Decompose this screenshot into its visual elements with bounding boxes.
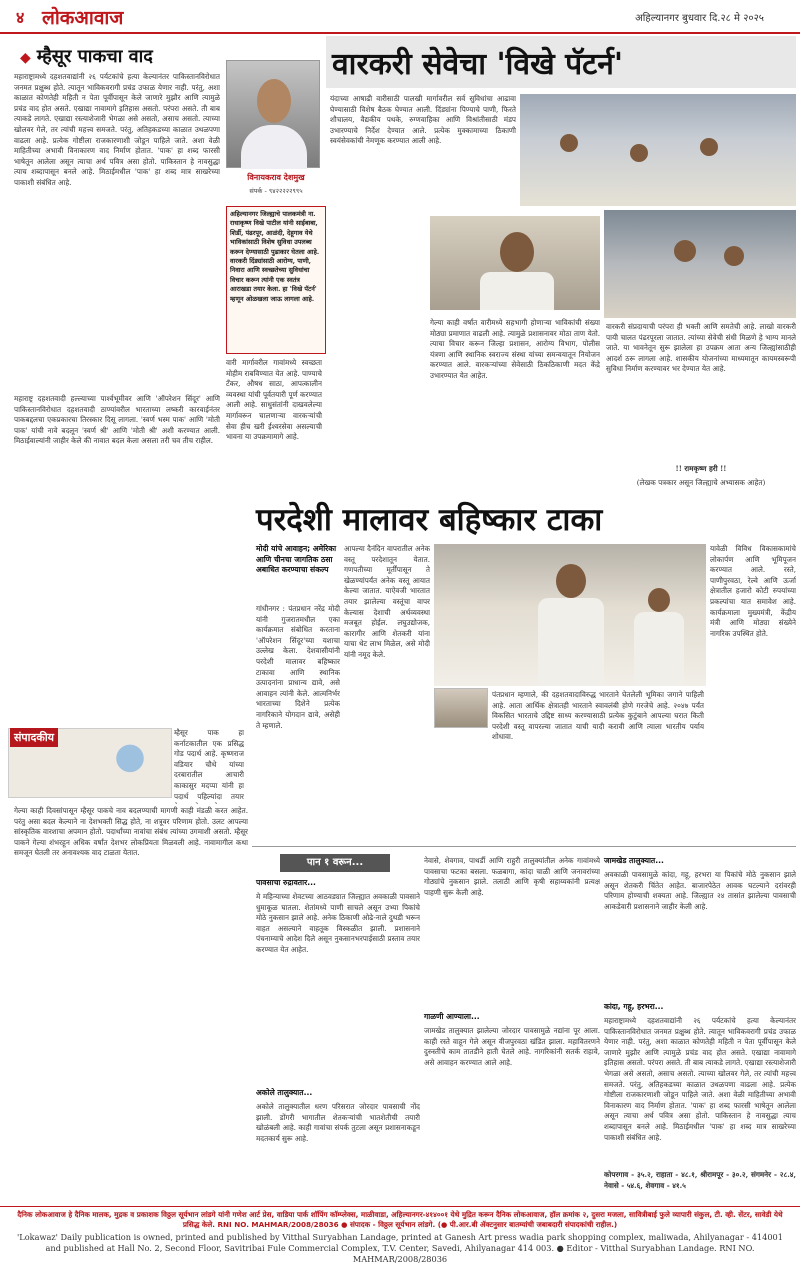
portrait-body xyxy=(241,125,307,169)
person-suit xyxy=(538,598,604,686)
newspaper-name: लोकआवाज xyxy=(42,7,124,29)
rain-body-3: नेवासे, शेवगाव, पाथर्डी आणि राहुरी तालुक्यांतील अनेक गावांमध्ये पावसाचा फटका बसला. फळबागा, कांदा चाळी आणि जनावरांच्या गोठ्यांचे नुकसान झाले. तलाठी आणि कृषी सहाय्यकांनी प्रत्यक्ष पाहणी सुरू केली आहे. xyxy=(424,856,600,897)
cartoon-illustration xyxy=(100,736,160,792)
rain-body-1: मे महिन्याच्या शेवटच्या आठवड्यात जिल्ह्यात अवकाळी पावसाने धुमाकूळ घातला. शेतांमध्ये पाणी साचले असून उभ्या पिकांचे मोठे नुकसान झाले आहे. अनेक ठिकाणी ओढे-नाले दुथडी भरून वाहत असल्याने वाहतूक विस्कळीत झाली. प्रशासनाने पंचनाम्याचे आदेश दिले असून नुकसानभरपाईसाठी प्रस्ताव तयार करण्यात येत आहेत. xyxy=(256,892,420,954)
rain-subheading-3: गाळणी आण्याला... xyxy=(424,1012,480,1021)
boycott-subheading: मोदी यांचे आवाहन; अमेरिका आणि चीनचा जागतिक ठसा अबाधित करण्याचा संकल्प xyxy=(256,544,337,575)
person-figure xyxy=(560,134,578,152)
lead-article-body-2: महाराष्ट्र दहशतवादी हल्ल्याच्या पार्श्वभूमीवर आणि 'ऑपरेशन सिंदूर' आणि पाकिस्तानविरोधात दहशतवादी ठाण्यांवरील भारताच्या लष्करी कारवाईनंतर पाकबद्दलचा एकप्रकारचा तिरस्कार दिसू लागला. 'स्वर्ण भस्म पाक' आणि 'मोती पाक' यांची नावे बदलून 'स्वर्ण श्री' आणि 'मोती श्री' अशी करण्यात आली. मिठाईवाल्यांनी जाहीर केले की नावात बदल केला असला तरी चव तीच राहील. xyxy=(14,394,220,446)
feature-body-4: वारी मार्गावरील गावांमध्ये स्वच्छता मोहीम राबविण्यात येत आहे. पाण्याचे टँकर, औषध साठा, आपत्कालीन व्यवस्था यांची पूर्वतयारी पूर्ण करण्यात आली आहे. साधुसंतांनी दाखवलेल्या मार्गावरून चालणाऱ्या वारकऱ्यांची सेवा हीच खरी ईश्वरसेवा असल्याची भावना या उपक्रमामागे आहे. xyxy=(226,358,322,442)
imprint-marathi: दैनिक लोकआवाज हे दैनिक मालक, मुद्रक व प्रकाशक विठ्ठल सूर्यभान लांडगे यांनी गणेश आर्ट प्रेस, वाडिया पार्क शॉपिंग कॉम्प्लेक्स, माळीवाडा, अहिल्यानगर-४१४००१ येथे मुद्रित करून दैनिक लोकआवाज, हॉल क्रमांक २, दुसरा मजला, सावित्रीबाई फुले व्यापारी संकुल, टी. व्ही. सेंटर, सावेडी येथे प्रसिद्ध केले. RNI NO. MAHMAR/2008/28036 ● संपादक - विठ्ठल सूर्यभान लांडगे. (● पी.आर.बी ॲक्टनुसार बातम्यांची जबाबदारी संपादकांची राहील.) xyxy=(17,1210,783,1229)
feature-end-note: !! रामकृष्ण हरी !! xyxy=(675,464,727,473)
boycott-body-1: गांधीनगर : पंतप्रधान नरेंद्र मोदी यांनी गुजरातमधील एका कार्यक्रमात संबोधित करताना 'ऑपरेशन सिंदूर'च्या यशाचा उल्लेख केला. देशवासीयांनी परदेशी मालावर बहिष्कार टाकावा आणि स्थानिक उत्पादनांना प्राधान्य द्यावे, असे आवाहन त्यांनी केले. आत्मनिर्भर भारताच्या दिशेने प्रत्येक नागरिकाने योगदान द्यावे, असेही ते म्हणाले. xyxy=(256,604,340,730)
feature-signoff: (लेखक पत्रकार असून जिल्ह्याचे अभ्यासक आहेत) xyxy=(636,478,766,487)
author-portrait xyxy=(226,60,320,168)
rain-body-6: महाराष्ट्रामध्ये दहशतवाद्यांनी २६ पर्यटकांचे हत्या केल्यानंतर पाकिस्तानविरोधात जनमत प्रक्षुब्ध होते. त्यातून भाविकवरागी प्रचंड उफाळ येणार नाही. परंतु, अशा काळात कोणतेही महिती न पेता पूर्वीपासून केले जाणारे मुझौर आणि त्यामुळे प्रचंड वाद होत असते. एखाद्या नावामागे इतिहास असतो. परंपरा असते. ती बाब त्याकडे लागते. एखाद्या रस्त्याशेजारी भेगळा असे असतो, असाच असतो. त्याच्या खोलवर गेले, तर त्यांची महत्त्व समजते. परंतु, अतिहकडच्या काळात उथळपणा वाढला आहे. प्रत्येक गोष्टीला राजकारणाशी जोडून पाहिले जाते. अशा वेळी माहितीच्या अभावी विनाकारण वाद निर्माण होतात. 'पाक' हा शब्द फारसी भाषेतून आलेला असून त्याचा अर्थ पवित्र असा होतो. पाकिस्तान हे नावसुद्धा त्याच शब्दापासून बनले आहे. मिठाईमधील 'पाक' हा शब्द मात्र साखरेच्या पाकाशी संबंधित आहे. xyxy=(604,1016,796,1142)
person-suit xyxy=(480,272,554,310)
review-meeting-photo xyxy=(604,210,796,318)
inset-photo xyxy=(434,688,488,728)
imprint-english: 'Lokawaz' Daily publication is owned, printed and published by Vitthal Suryabhan Landage, printed at Ganesh Art press wadia park shopping complex, maliwada, Ahilyanagar - 414001 and published at Hall No. 2, Second Floor, Savitribai Fule Commercial Complex, T.V. Center, Savedi, Ahilyanagar 414 003. ● Editor - Vitthal Suryabhan Landage. RNI NO. MAHMAR/2008/28036 xyxy=(17,1232,783,1264)
feature-headline: वारकरी सेवेचा 'विखे पॅटर्न' xyxy=(332,47,624,82)
rain-subheading-4: जामखेड तालुक्यात... xyxy=(604,856,664,865)
rain-body-2: अकोले तालुक्यातील धरण परिसरात जोरदार पावसाची नोंद झाली. डोंगरी भागातील शेतकऱ्यांची भातशेतीची तयारी खोळंबली आहे. काही गावांचा संपर्क तुटला असून प्रशासनाकडून मदतकार्य सुरू आहे. xyxy=(256,1102,420,1143)
rain-body-4: जामखेड तालुक्यात झालेल्या जोरदार पावसामुळे नद्यांना पूर आला. काही रस्ते वाहून गेले असून वीजपुरवठा खंडित झाला. महावितरणने दुरुस्तीचे काम तातडीने हाती घेतले आहे. नागरिकांनी सतर्क राहावे, असे आवाहन करण्यात आले आहे. xyxy=(424,1026,600,1067)
meeting-photo xyxy=(520,94,796,206)
lead-article-body-1: महाराष्ट्रामध्ये दहशतवाद्यांनी २६ पर्यटकांचे हत्या केल्यानंतर पाकिस्तानविरोधात जनमत प्रक्षुब्ध होते. त्यातून भाविकवरागी प्रचंड उफाळ येणार नाही. परंतु, अशा काळात कोणतेही महिती न पेता पूर्वीपासून केले जाणारे मुझौर आणि त्यामुळे प्रचंड वाद होत असते. एखाद्या नावामागे इतिहास असतो. परंपरा असते. ती बाब त्याकडे लागते. एखाद्या रस्त्याशेजारी भेगळा असे असतो, असाच असतो. त्याच्या खोलवर गेले, तर त्यांची महत्त्व समजते. परंतु, अतिहकडच्या काळात उथळपणा वाढला आहे. प्रत्येक गोष्टीला राजकारणाशी जोडून पाहिले जाते. अशा वेळी माहितीच्या अभावी विनाकारण वाद निर्माण होतात. 'पाक' हा शब्द फारसी भाषेतून आलेला असून त्याचा अर्थ पवित्र असा होतो. पाकिस्तान हे नावसुद्धा त्याच शब्दापासून बनले आहे. मिठाईमधील 'पाक' हा शब्द मात्र साखरेच्या पाकाशी संबंधित आहे. xyxy=(14,72,220,187)
author-name: विनायकराव देशमुख xyxy=(247,173,305,182)
lead-article-title: ◆ म्हैसूर पाकचा वाद xyxy=(20,44,153,68)
feature-body-1: यंदाच्या आषाढी वारीसाठी पालखी मार्गावरील सर्व सुविधांचा आढावा घेण्यासाठी विशेष बैठक घेण्यात आली. दिंड्यांना पिण्याचे पाणी, फिरते शौचालय, वैद्यकीय पथके, रुग्णवाहिका आणि विश्रांतीसाठी मंडप उभारण्याचे निर्देश देण्यात आले. प्रत्येक मुक्कामाच्या ठिकाणी स्वयंसेवकांची नेमणूक करण्यात आली आहे. xyxy=(330,94,516,146)
lead-article-body-4: गेल्या काही दिवसांपासून म्हैसूर पाकचे नाव बदलण्याची मागणी काही मंडळी करत आहेत. परंतु असा बदल केल्याने ना देशभक्ती सिद्ध होते, ना शत्रूवर परिणाम होतो. उलट आपल्या सांस्कृतिक वारशाचा अपमान होतो. पदार्थांच्या नावांचा संबंध त्यांच्या उगमाशी असतो. म्हैसूर पाकने गेल्या शंभरहून अधिक वर्षांत देशभर लोकप्रियता मिळवली आहे. नावामागील कथा समजून घेतली तर अनावश्यक वाद टाळता येतात. xyxy=(14,806,248,858)
boycott-body-3: पंतप्रधान म्हणाले, की दहशतवादाविरुद्ध भारताने घेतलेली भूमिका जगाने पाहिली आहे. आता आर्थिक क्षेत्रातही भारताने स्वावलंबी होणे गरजेचे आहे. २०४७ पर्यंत विकसित भारताचे उद्दिष्ट साध्य करण्यासाठी प्रत्येक कुटुंबाने आपल्या घरात किती परदेशी वस्तू वापरल्या जातात याची यादी करावी आणि त्याला भारतीय पर्याय शोधावा. xyxy=(492,690,704,742)
rain-subheading-2: अकोले तालुक्यात... xyxy=(256,1088,313,1097)
masthead xyxy=(0,0,800,34)
rain-statistics: कोपरगाव - ३५.२, राहाता - ४८.१, श्रीरामपूर - ३०.२, संगमनेर - २८.४, नेवासे - ५४.६, शेवगाव - ४१.५ xyxy=(604,1170,796,1190)
footer-rule xyxy=(0,1206,800,1207)
feature-body-2: गेल्या काही वर्षांत वारीमध्ये सहभागी होणाऱ्या भाविकांची संख्या मोठ्या प्रमाणात वाढली आहे. त्यामुळे प्रशासनावर मोठा ताण येतो. त्याचा विचार करून जिल्हा प्रशासन, आरोग्य विभाग, पोलीस यंत्रणा आणि स्थानिक स्वराज्य संस्था यांच्या समन्वयातून नियोजन करण्यात आले. वारकऱ्यांच्या सेवेसाठी ठिकठिकाणी मदत केंद्रे उभारण्यात येत आहेत. xyxy=(430,318,600,380)
boycott-body-2: आपल्या दैनंदिन वापरातील अनेक वस्तू परदेशातून येतात. गणपतीच्या मूर्तींपासून ते खेळण्यांपर्यंत अनेक वस्तू आयात केल्या जातात. याऐवजी भारतात तयार झालेल्या वस्तूंचा वापर केल्यास देशाची अर्थव्यवस्था मजबूत होईल. लघुउद्योजक, कारागीर आणि शेतकरी यांना याचा थेट लाभ मिळेल, असे मोदी यांनी नमूद केले. xyxy=(344,544,430,659)
boycott-body-4: यावेळी विविध विकासकामांचे लोकार्पण आणि भूमिपूजन करण्यात आले. रस्ते, पाणीपुरवठा, रेल्वे आणि ऊर्जा क्षेत्रातील हजारो कोटी रुपयांच्या प्रकल्पांचा यात समावेश आहे. कार्यक्रमाला मुख्यमंत्री, केंद्रीय मंत्री आणि मोठ्या संख्येने नागरिक उपस्थित होते. xyxy=(710,544,796,638)
rain-body-5: अवकाळी पावसामुळे कांदा, गहू, हरभरा या पिकांचे मोठे नुकसान झाले असून शेतकरी चिंतेत आहेत. बाजारपेठेत आवक घटल्याने दरांवरही परिणाम होण्याची शक्यता आहे. जिल्ह्यात २४ तासांत झालेल्या पावसाची आकडेवारी प्रशासनाने जाहीर केली आहे. xyxy=(604,870,796,911)
editorial-cartoon-label: संपादकीय xyxy=(10,728,58,747)
person-figure xyxy=(724,246,744,266)
person-suit xyxy=(634,612,684,686)
person-figure xyxy=(630,144,648,162)
section-divider xyxy=(252,846,796,847)
person-figure xyxy=(674,240,696,262)
person-figure xyxy=(500,232,534,272)
feature-highlight-box: अहिल्यानगर जिल्ह्याचे पालकमंत्री ना. राधाकृष्ण विखे पाटील यांनी साईबाबा, शिर्डी, पंढरपूर, आळंदी, देहूगाव येथे भाविकांसाठी विशेष सुविधा उपलब्ध करून देण्यासाठी पुढाकार घेतला आहे. वारकरी दिंड्यांसाठी आरोग्य, पाणी, निवारा आणि स्वच्छतेच्या सुविधांचा विचार करून त्यांनी एक स्वतंत्र आराखडा तयार केला. हा 'विखे पॅटर्न' म्हणून ओळखला जाऊ लागला आहे. xyxy=(226,206,326,354)
person-figure xyxy=(648,588,670,612)
continued-from-page-1-label: पान १ वरून... xyxy=(280,854,390,872)
modi-event-photo xyxy=(434,544,706,686)
feature-headline-banner xyxy=(326,36,796,88)
portrait-face xyxy=(257,79,291,123)
person-figure xyxy=(700,138,718,156)
person-figure xyxy=(556,564,586,598)
rain-subheading-1: पावसाचा रुद्रावतार... xyxy=(256,878,316,887)
rain-subheading-5: कांदा, गहू, हरभरा... xyxy=(604,1002,664,1011)
author-contact: संपर्क - ९४२२२२२९९५ xyxy=(249,187,303,195)
lead-article-body-3a: म्हैसूर पाक हा कर्नाटकातील एक प्रसिद्ध गोड पदार्थ आहे. कृष्णराज वडियार चौथे यांच्या दरबारातील आचारी काकासुर मदप्पा यांनी हा पदार्थ पहिल्यांदा तयार xyxy=(174,728,244,801)
boycott-headline: परदेशी मालावर बहिष्कार टाका xyxy=(256,502,603,538)
feature-body-3: वारकरी संप्रदायाची परंपरा ही भक्ती आणि समतेची आहे. लाखो वारकरी पायी चालत पंढरपूरला जातात. त्यांच्या सेवेची संधी मिळणे हे भाग्य मानले जाते. या भावनेतून सुरू झालेला हा उपक्रम आता अन्य जिल्ह्यांसाठीही आदर्श ठरू लागला आहे. शासकीय योजनांच्या माध्यमातून कायमस्वरूपी सुविधा निर्माण करण्यावर भर देण्यात येत आहे. xyxy=(606,322,796,374)
page-number: ४ xyxy=(16,8,25,27)
minister-photo xyxy=(430,216,600,310)
edition-date: अहिल्यानगर बुधवार दि.२८ मे २०२५ xyxy=(635,13,764,24)
